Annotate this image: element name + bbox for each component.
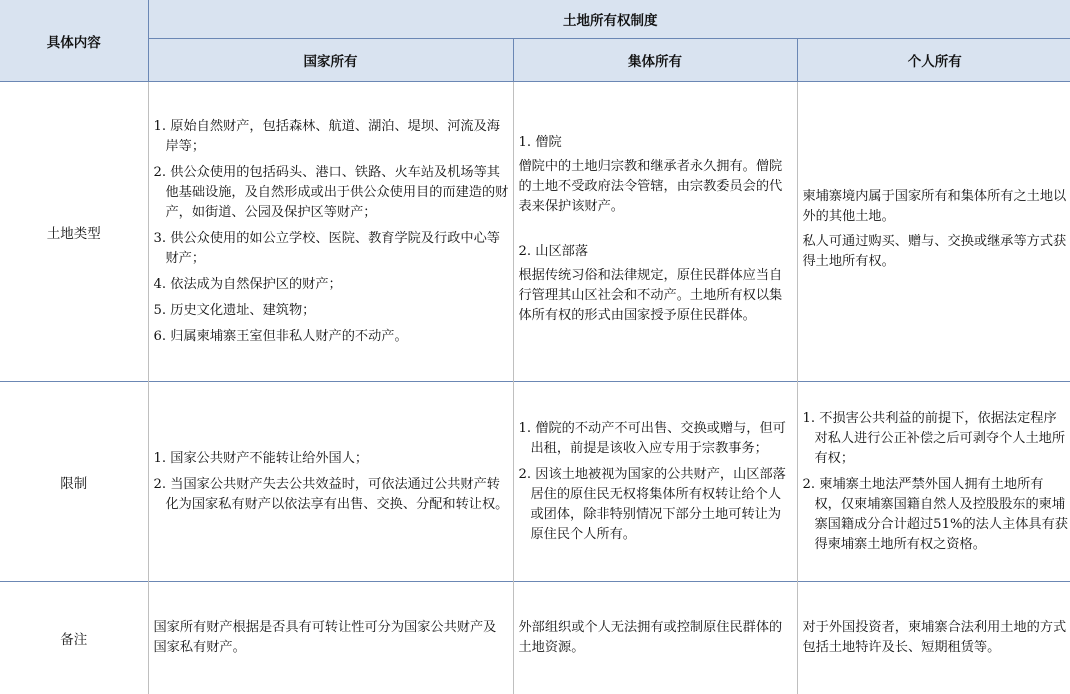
cell-remarks-state: 国家所有财产根据是否具有可转让性可分为国家公共财产及国家私有财产。 [148,582,513,694]
cell-remarks-collective: 外部组织或个人无法拥有或控制原住民群体的土地资源。 [513,582,797,694]
header-collective: 集体所有 [513,39,797,82]
paragraph: 柬埔寨境内属于国家所有和集体所有之土地以外的其他土地。 [802,188,1067,224]
list-item: 2. 当国家公共财产失去公共效益时，可依法通过公共财产转化为国家私有财产以依法享有出售、交换、分配和转让权。 [153,476,509,512]
spacer [519,222,793,242]
header-system: 土地所有权制度 [148,0,1070,39]
cell-land-type-private [797,82,1070,382]
cell-land-type-collective [513,82,797,382]
list-land-type-state [154,117,509,347]
list-item: 2. 柬埔寨土地法严禁外国人拥有土地所有权，仅柬埔寨国籍自然人及控股股东的柬埔寨国籍成分合计超过51%的法人主体具有获得柬埔寨土地所有权之资格。 [802,476,1068,552]
header-private: 个人所有 [797,39,1070,82]
list-item: 2. 供公众使用的包括码头、港口、铁路、火车站及机场等其他基础设施，及自然形成或出于供公众使用目的而建造的财产，如街道、公园及保护区等财产； [153,164,509,220]
list-restriction-state [154,449,509,515]
cell-land-type-state [148,82,513,382]
section-text: 僧院中的土地归宗教和继承者永久拥有。僧院的土地不受政府法令管辖，由宗教委员会的代表来保护该财产。 [518,158,783,214]
cell-restriction-state [148,382,513,582]
list-item: 1. 僧院的不动产不可出售、交换或赠与，但可出租，前提是该收入应专用于宗教事务； [518,420,786,456]
section-text: 根据传统习俗和法律规定，原住民群体应当自行管理其山区社会和不动产。土地所有权以集体所有权的形式由国家授予原住民群体。 [518,267,783,323]
row-label-land-type: 土地类型 [0,82,148,382]
list-item: 5. 历史文化遗址、建筑物； [153,302,316,318]
row-label-remarks: 备注 [0,582,148,694]
cell-remarks-private: 对于外国投资者，柬埔寨合法利用土地的方式包括土地特许及长、短期租赁等。 [797,582,1070,694]
row-remarks [0,582,1070,694]
list-item: 2. 因该土地被视为国家的公共财产，山区部落居住的原住民无权将集体所有权转让给个人或团体，除非特别情况下部分土地可转让为原住民个人所有。 [518,466,786,542]
section-title: 2. 山区部落 [518,243,589,259]
row-land-type [0,82,1070,382]
header-row-top [0,0,1070,39]
list-item: 3. 供公众使用的如公立学校、医院、教育学院及行政中心等财产； [153,230,500,266]
cell-restriction-collective [513,382,797,582]
list-item: 6. 归属柬埔寨王室但非私人财产的不动产。 [153,328,408,344]
list-restriction-private [803,409,1069,555]
list-item: 4. 依法成为自然保护区的财产； [153,276,342,292]
list-item: 1. 不损害公共利益的前提下，依据法定程序对私人进行公正补偿之后可剥夺个人土地所有权； [802,410,1066,466]
paragraph: 私人可通过购买、赠与、交换或继承等方式获得土地所有权。 [802,233,1067,269]
row-label-restriction: 限制 [0,382,148,582]
list-restriction-collective [519,419,793,545]
cell-restriction-private [797,382,1070,582]
list-item: 1. 原始自然财产，包括森林、航道、湖泊、堤坝、河流及海岸等； [153,118,500,154]
header-row-sub [0,39,1070,82]
row-restriction [0,382,1070,582]
header-content-col: 具体内容 [0,0,148,82]
list-item: 1. 国家公共财产不能转让给外国人； [153,450,369,466]
header-state: 国家所有 [148,39,513,82]
section-title: 1. 僧院 [518,134,562,150]
